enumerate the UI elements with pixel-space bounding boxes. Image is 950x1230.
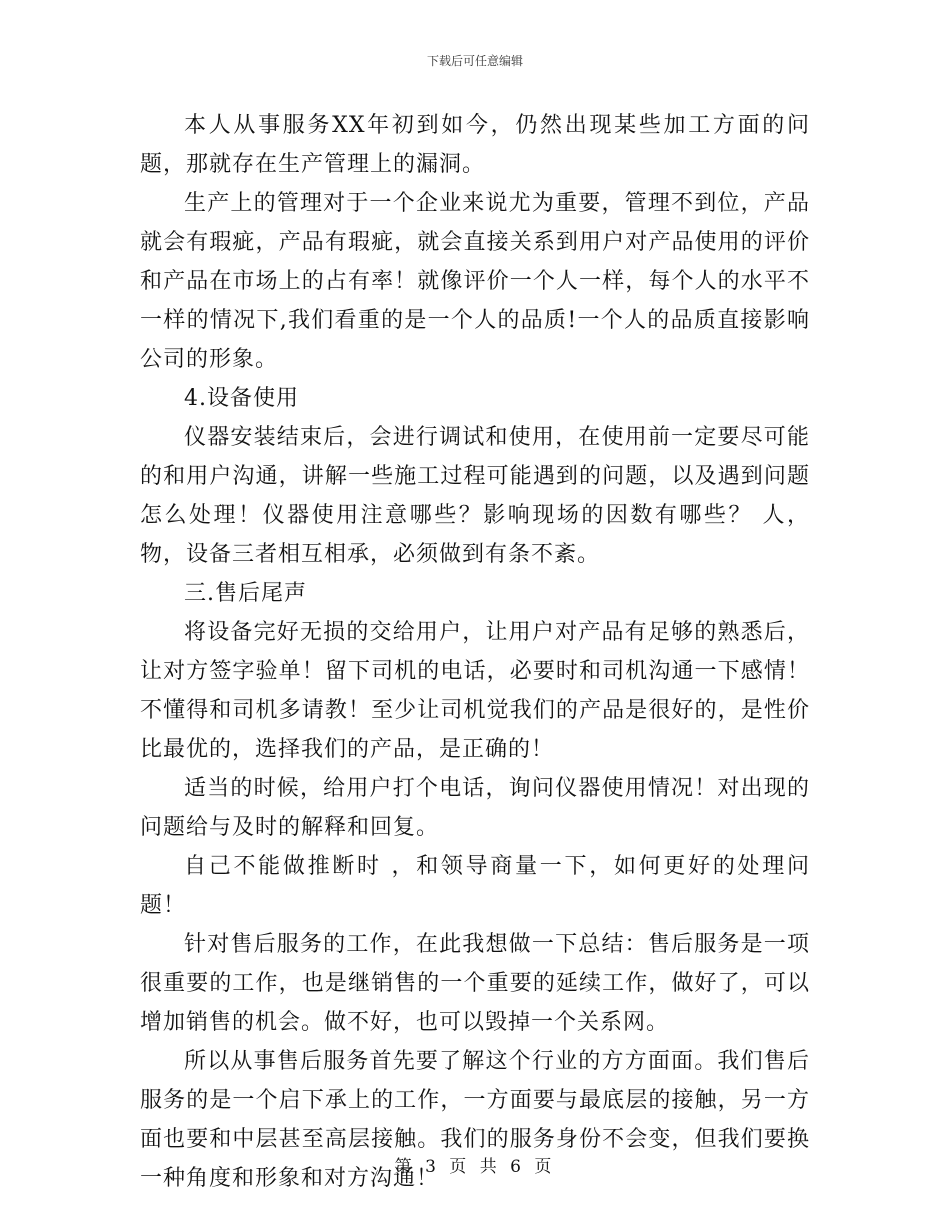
- body-paragraph: 适当的时候，给用户打个电话，询问仪器使用情况！对出现的问题给与及时的解释和回复。: [140, 776, 810, 840]
- body-paragraph: 将设备完好无损的交给用户，让用户对产品有足够的熟悉后，让对方签字验单！留下司机的电话，必要时和司机沟通一下感情！不懂得和司机多请教！至少让司机觉我们的产品是很好的，是性价比最优的，选择我们的产品，是正确的！: [140, 620, 810, 762]
- document-body: [140, 106, 810, 1198]
- section-heading-after-sales-end: 三.售后尾声: [184, 581, 307, 606]
- page-number-footer: 第 3 页 共 6 页: [394, 1157, 556, 1177]
- page-header-note: 下载后可任意编辑: [426, 54, 523, 68]
- body-paragraph: 所以从事售后服务首先要了解这个行业的方方面面。我们售后服务的是一个启下承上的工作，一方面要与最底层的接触，另一方面也要和中层甚至高层接触。我们的服务身份不会变，但我们要换一种角度和形象和对方沟通！: [140, 1049, 810, 1191]
- body-paragraph: 自己不能做推断时 ，和领导商量一下，如何更好的处理问题！: [140, 854, 810, 918]
- body-paragraph: 生产上的管理对于一个企业来说尤为重要，管理不到位，产品就会有瑕疵，产品有瑕疵，就会直接关系到用户对产品使用的评价和产品在市场上的占有率！就像评价一个人一样，每个人的水平不一样的情况下,我们看重的是一个人的品质!一个人的品质直接影响公司的形象。: [140, 191, 810, 372]
- section-heading-equipment-use: 4.设备使用: [184, 386, 299, 411]
- body-paragraph: 针对售后服务的工作，在此我想做一下总结：售后服务是一项很重要的工作，也是继销售的一个重要的延续工作，做好了，可以增加销售的机会。做不好，也可以毁掉一个关系网。: [140, 932, 810, 1035]
- body-paragraph: 本人从事服务XX年初到如今，仍然出现某些加工方面的问题，那就存在生产管理上的漏洞。: [140, 113, 810, 177]
- body-paragraph: 仪器安装结束后，会进行调试和使用，在使用前一定要尽可能的和用户沟通，讲解一些施工过程可能遇到的问题，以及遇到问题怎么处理！仪器使用注意哪些？影响现场的因数有哪些？ 人，物，设备三者相互相承，必须做到有条不紊。: [140, 425, 810, 567]
